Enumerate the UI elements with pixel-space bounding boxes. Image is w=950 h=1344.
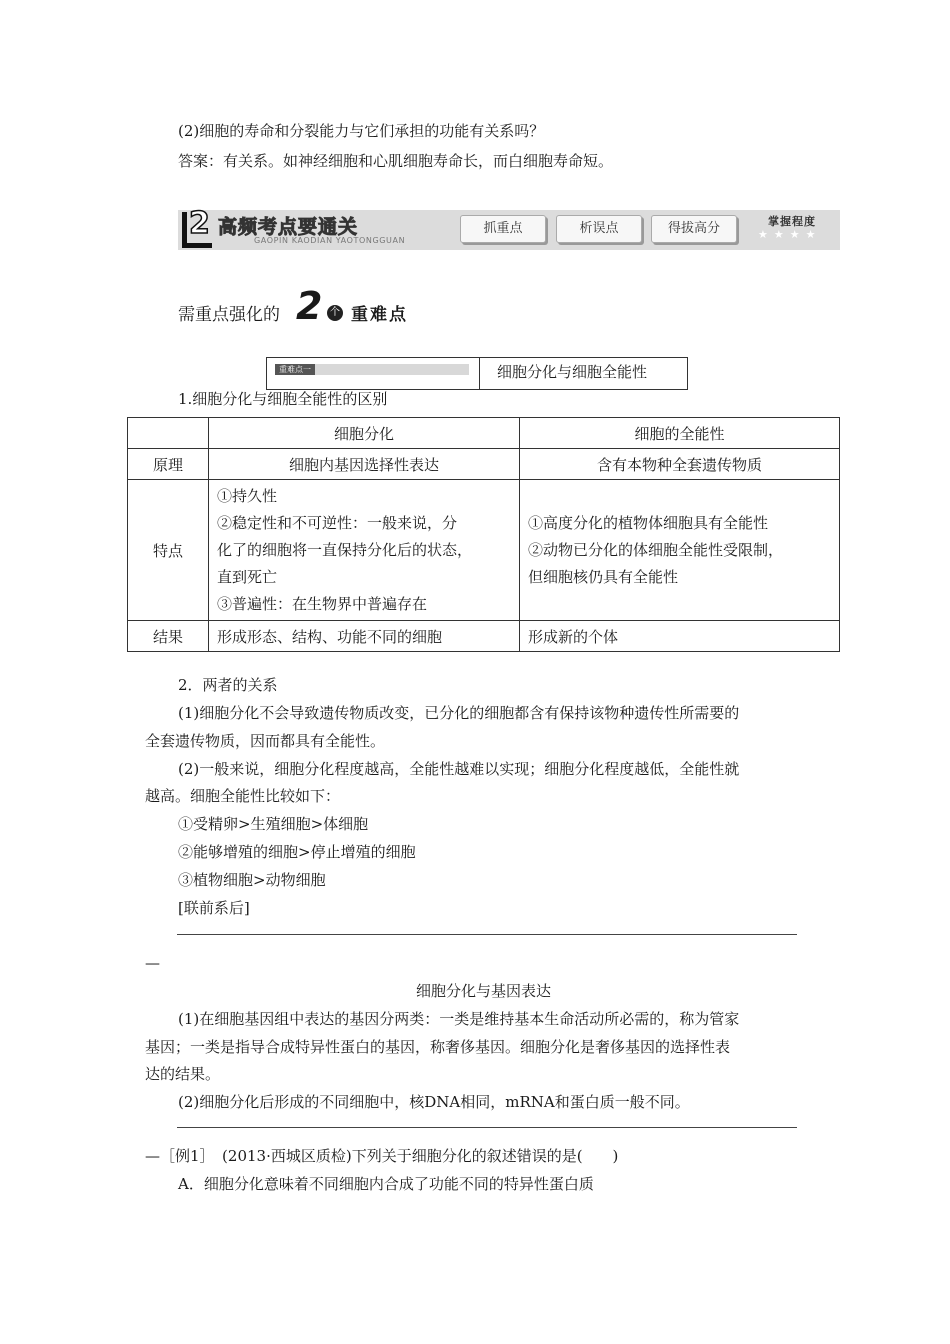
paragraph: (2)细胞分化后形成的不同细胞中，核DNA相同，mRNA和蛋白质一般不同。 bbox=[178, 1093, 690, 1111]
option-a: A．细胞分化意味着不同细胞内合成了功能不同的特异性蛋白质 bbox=[178, 1175, 594, 1193]
example-question: —［例1］ (2013·西城区质检)下列关于细胞分化的叙述错误的是( ) bbox=[145, 1147, 619, 1165]
table-cell: 形成形态、结构、功能不同的细胞 bbox=[209, 621, 520, 652]
divider-tail: — bbox=[145, 954, 160, 972]
table-cell: 含有本物种全套遗传物质 bbox=[520, 449, 840, 480]
table-cell: 形成新的个体 bbox=[520, 621, 840, 652]
paragraph: 全套遗传物质，因而都具有全能性。 bbox=[145, 732, 386, 750]
keypoint-divider bbox=[479, 358, 480, 389]
table-row bbox=[128, 480, 840, 621]
dashed-divider bbox=[177, 1127, 797, 1128]
high-score-button[interactable]: 得拔高分 bbox=[651, 215, 737, 243]
banner-number-badge: 2 bbox=[182, 212, 212, 248]
paragraph: 基因；一类是指导合成特异性蛋白的基因，称奢侈基因。细胞分化是奢侈基因的选择性表 bbox=[145, 1038, 731, 1056]
list-item: ②能够增殖的细胞>停止增殖的细胞 bbox=[178, 843, 416, 861]
section1-title: 1.细胞分化与细胞全能性的区别 bbox=[178, 390, 388, 408]
table-header-cell bbox=[128, 418, 209, 449]
keypoint-box bbox=[266, 357, 688, 390]
list-item: 但细胞核仍具有全能性 bbox=[528, 567, 679, 586]
table-cell bbox=[209, 480, 520, 621]
dashed-divider bbox=[177, 934, 797, 935]
paragraph: (2)一般来说，细胞分化程度越高，全能性越难以实现；细胞分化程度越低，全能性就 bbox=[178, 760, 740, 778]
linkbox-title: 细胞分化与基因表达 bbox=[416, 982, 552, 1000]
question-2: (2)细胞的寿命和分裂能力与它们承担的功能有关系吗？ bbox=[178, 122, 545, 140]
banner-title: 高频考点要通关 bbox=[218, 216, 359, 238]
link-label: [联前系后] bbox=[178, 899, 250, 917]
focus-suffix: 重难点 bbox=[351, 305, 408, 325]
list-item: ①高度分化的植物体细胞具有全能性 bbox=[528, 513, 769, 532]
table-cell: 特点 bbox=[128, 480, 209, 621]
keypoint-title: 细胞分化与细胞全能性 bbox=[497, 363, 648, 381]
banner-pinyin: GAOPIN KAODIAN YAOTONGGUAN bbox=[254, 236, 406, 245]
list-item: 直到死亡 bbox=[217, 567, 278, 586]
paragraph: (1)在细胞基因组中表达的基因分两类：一类是维持基本生命活动所必需的，称为管家 bbox=[178, 1010, 740, 1028]
focus-number: 2 bbox=[296, 284, 323, 328]
paragraph: (1)细胞分化不会导致遗传物质改变，已分化的细胞都含有保持该物种遗传性所需要的 bbox=[178, 704, 740, 722]
list-item: ③植物细胞>动物细胞 bbox=[178, 871, 326, 889]
table-cell: 原理 bbox=[128, 449, 209, 480]
focus-prefix: 需重点强化的 bbox=[178, 305, 280, 325]
table-header-cell: 细胞的全能性 bbox=[520, 418, 840, 449]
list-item: ③普遍性：在生物界中普遍存在 bbox=[217, 594, 428, 613]
mastery-stars-icon: ★★★★ bbox=[758, 228, 822, 241]
list-item: ②稳定性和不可逆性：一般来说，分 bbox=[217, 513, 458, 532]
focus-circle: 个 bbox=[327, 305, 343, 321]
section-banner bbox=[178, 206, 840, 250]
list-item: ①持久性 bbox=[217, 486, 278, 505]
section2-title: 2．两者的关系 bbox=[178, 676, 278, 694]
table-cell: 细胞内基因选择性表达 bbox=[209, 449, 520, 480]
table-row bbox=[128, 621, 840, 652]
analyze-errors-button[interactable]: 析误点 bbox=[556, 215, 642, 243]
table-cell: 结果 bbox=[128, 621, 209, 652]
list-item: ②动物已分化的体细胞全能性受限制， bbox=[528, 540, 784, 559]
table-header-cell: 细胞分化 bbox=[209, 418, 520, 449]
list-item: ①受精卵>生殖细胞>体细胞 bbox=[178, 815, 369, 833]
paragraph: 越高。细胞全能性比较如下： bbox=[145, 787, 341, 805]
table-row bbox=[128, 449, 840, 480]
comparison-table bbox=[127, 417, 840, 652]
table-cell bbox=[520, 480, 840, 621]
table-row bbox=[128, 418, 840, 449]
keypoint-tag: 重难点一 bbox=[275, 364, 469, 375]
mastery-label: 掌握程度 bbox=[768, 215, 816, 228]
paragraph: 达的结果。 bbox=[145, 1065, 221, 1083]
list-item: 化了的细胞将一直保持分化后的状态， bbox=[217, 540, 473, 559]
grasp-key-button[interactable]: 抓重点 bbox=[460, 215, 546, 243]
answer-text: 答案：有关系。如神经细胞和心肌细胞寿命长，而白细胞寿命短。 bbox=[178, 152, 614, 170]
